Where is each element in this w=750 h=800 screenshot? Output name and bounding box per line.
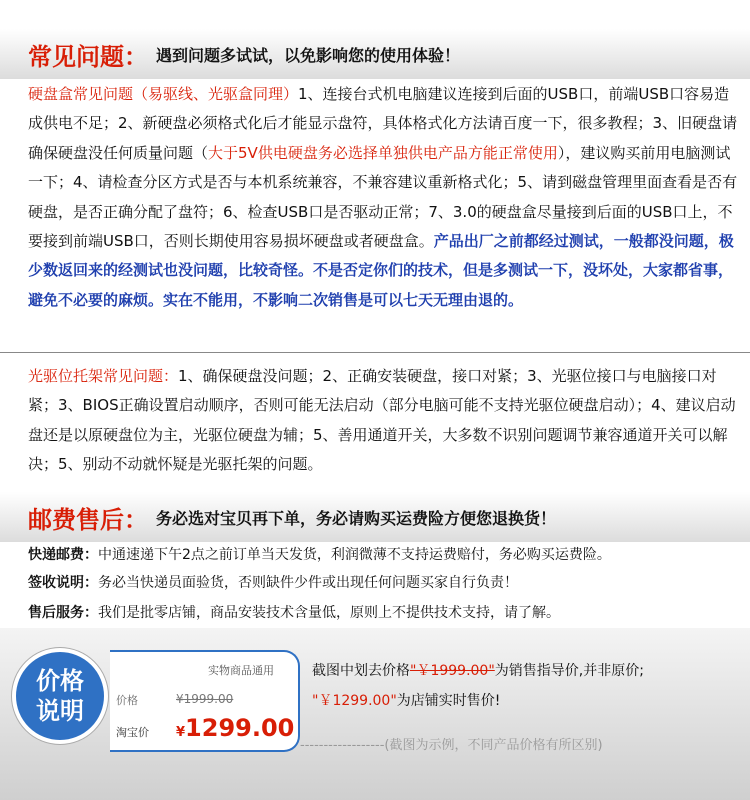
enclosure-power-warning: 大于5V供电硬盘务必选择单独供电产品方能正常使用	[208, 143, 558, 162]
price-note-2b: 为店铺实时售价!	[396, 693, 501, 709]
shipping-info-value: 中通速递下午2点之前订单当天发货，利润微薄不支持运费赔付，务必购买运费险。	[98, 547, 611, 563]
price-note-2-price: "￥1299.00"	[312, 693, 397, 709]
divider	[0, 352, 750, 353]
price-note-1-strike: "￥1999.00"	[410, 663, 495, 679]
receipt-info-row	[28, 568, 743, 598]
aftersales-info-value: 我们是批零店铺，商品安装技术含量低，原则上不提供技术支持，请了解。	[98, 605, 560, 621]
price-example-disclaimer: ------------------(截图为示例，不同产品价格有所区别)	[300, 738, 603, 753]
price-note-1b: 为销售指导价,并非原价;	[494, 663, 644, 679]
price-note-line-1	[312, 660, 644, 680]
enclosure-faq-heading: 硬盘盒常见问题（易驱线、光驱盒同理）	[28, 85, 299, 103]
section-title-shipping: 邮费售后：	[28, 505, 148, 534]
section-subtitle-shipping: 务必选对宝贝再下单，务必请购买运费险方便您退换货！	[156, 508, 557, 528]
caddy-faq-text: 1、确保硬盘没问题；2、正确安装硬盘，接口对紧；3、光驱位接口与电脑接口对紧；3、BIOS正确设置启动顺序，否则可能无法启动（部分电脑可能不支持光驱位硬盘启动）；4、建议启动盘还是以原硬盘位为主，光驱位硬盘为辅；5、善用通道开关，大多数不识别问题调节兼容通道开关可以解决；5、别动不动就怀疑是光驱托架的问题。	[28, 367, 736, 474]
price-note-1a: 截图中划去价格	[312, 663, 410, 679]
enclosure-faq-paragraph	[28, 80, 738, 348]
original-price: ¥1999.00	[176, 692, 234, 706]
current-price	[176, 714, 294, 742]
section-banner-faq	[0, 29, 750, 79]
caddy-faq-heading: 光驱位托架常见问题：	[28, 367, 179, 385]
price-example-card	[110, 650, 300, 752]
taobao-price-label: 淘宝价	[116, 726, 149, 739]
shipping-info-row	[28, 540, 743, 570]
section-title-faq: 常见问题：	[28, 42, 148, 71]
enclosure-faq-text-1: 1、连接台式机电脑建议连接到后面的USB口，前端USB口容易造成供电不足；2、新硬盘必须格式化后才能显示盘符，具体格式化方法请百度一下，很多教程；3、旧硬盘请确保硬盘没任何质量问题（	[28, 85, 738, 162]
enclosure-faq-text-2: ），建议购买前用电脑测试一下；4、请检查分区方式是否与本机系统兼容，不兼容建议重新格式化；5、请到磁盘管理里面查看是否有硬盘，是否正确分配了盘符；6、检查USB口是否驱动正常；7、3.0的硬盘盒尽量接到后面的USB口上，不要接到前端USB口，否则长期使用容易损坏硬盘或者硬盘盒。	[28, 143, 738, 251]
shipping-info-key: 快递邮费：	[28, 547, 98, 563]
price-badge-line-1: 价格	[36, 667, 84, 695]
price-explanation-panel	[0, 628, 750, 800]
currency-symbol: ¥	[176, 725, 186, 740]
receipt-info-key: 签收说明：	[28, 575, 98, 591]
original-price-label: 价格	[116, 694, 138, 707]
price-badge-line-2: 说明	[36, 697, 84, 725]
section-subtitle-faq: 遇到问题多试试，以免影响您的使用体验！	[156, 45, 461, 65]
caddy-faq-paragraph	[28, 362, 738, 480]
receipt-info-value: 务必当快递员面验货，否则缺件少件或出现任何问题买家自行负责！	[98, 575, 518, 591]
price-note-line-2	[312, 690, 500, 710]
enclosure-test-note: 产品出厂之前都经过测试，一般都没问题，极少数返回来的经测试也没问题，比较奇怪。不是否定你们的技术，但是多测试一下，没坏处，大家都省事，避免不必要的麻烦。实在不能用，不影响二次销售是可以七天无理由退的。	[28, 232, 734, 309]
price-card-tag: 实物商品通用	[208, 664, 274, 677]
price-info-badge	[12, 648, 108, 744]
aftersales-info-row	[28, 598, 743, 628]
current-price-value: 1299.00	[185, 714, 295, 742]
section-banner-shipping	[0, 492, 750, 542]
aftersales-info-key: 售后服务：	[28, 605, 98, 621]
